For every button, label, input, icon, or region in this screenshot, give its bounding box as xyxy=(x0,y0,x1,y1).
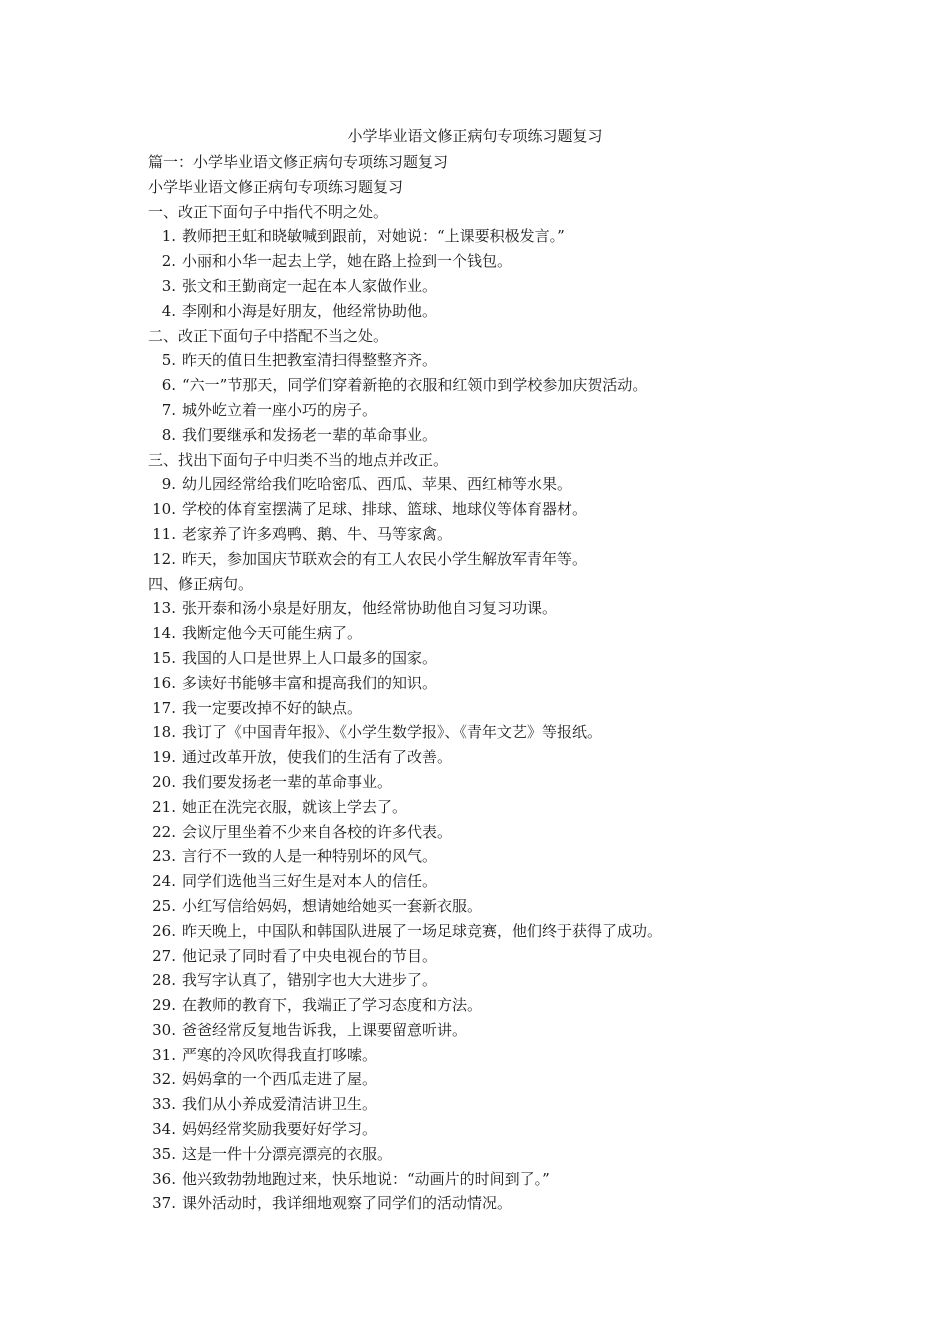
section-heading-2: 二、改正下面句子中搭配不当之处。 xyxy=(148,326,389,345)
item-text: 多读好书能够丰富和提高我们的知识。 xyxy=(182,673,438,692)
item-number: 17. xyxy=(152,698,176,717)
item-text: 爸爸经常反复地告诉我，上课要留意听讲。 xyxy=(182,1020,468,1039)
item-text: 同学们选他当三好生是对本人的信任。 xyxy=(182,872,438,891)
item-text: 昨天，参加国庆节联欢会的有工人农民小学生解放军青年等。 xyxy=(182,549,588,568)
item-number: 32. xyxy=(152,1070,176,1089)
item-text: 教师把王虹和晓敏喊到跟前，对她说：“上课要积极发言。” xyxy=(182,227,565,246)
exercise-item xyxy=(148,224,868,249)
item-text: 张开泰和汤小泉是好朋友，他经常协助他自习复习功课。 xyxy=(182,599,558,618)
item-number: 9. xyxy=(161,475,176,494)
item-text: 我们从小养成爱清洁讲卫生。 xyxy=(182,1095,378,1114)
item-number: 19. xyxy=(152,748,176,767)
exercise-item xyxy=(148,1142,868,1167)
section-heading-4: 四、修正病句。 xyxy=(148,574,254,593)
exercise-item xyxy=(148,720,868,745)
exercise-item xyxy=(148,869,868,894)
exercise-item xyxy=(148,671,868,696)
exercise-item xyxy=(148,646,868,671)
item-number: 21. xyxy=(152,797,176,816)
exercise-item xyxy=(148,993,868,1018)
item-number: 37. xyxy=(152,1194,176,1213)
exercise-item xyxy=(148,1092,868,1117)
item-number: 31. xyxy=(152,1045,176,1064)
item-text: 城外屹立着一座小巧的房子。 xyxy=(182,400,378,419)
item-number: 2. xyxy=(161,252,176,271)
item-number: 26. xyxy=(152,921,176,940)
item-text: 在教师的教育下，我端正了学习态度和方法。 xyxy=(182,996,483,1015)
exercise-item xyxy=(148,968,868,993)
exercise-item xyxy=(148,547,868,572)
header-line-2: 小学毕业语文修正病句专项练习题复习 xyxy=(148,177,404,196)
item-text: 小红写信给妈妈，想请她给她买一套新衣服。 xyxy=(182,896,483,915)
item-number: 11. xyxy=(152,524,176,543)
item-number: 18. xyxy=(152,723,176,742)
item-text: 我们要发扬老一辈的革命事业。 xyxy=(182,772,393,791)
exercise-item xyxy=(148,745,868,770)
exercise-item xyxy=(148,348,868,373)
item-number: 25. xyxy=(152,896,176,915)
exercise-item xyxy=(148,1167,868,1192)
exercise-item xyxy=(148,373,868,398)
item-number: 24. xyxy=(152,872,176,891)
item-text: 李刚和小海是好朋友，他经常协助他。 xyxy=(182,301,438,320)
exercise-item xyxy=(148,299,868,324)
exercise-item xyxy=(148,1043,868,1068)
item-text: 我写字认真了，错别字也大大进步了。 xyxy=(182,971,438,990)
item-number: 4. xyxy=(161,301,176,320)
exercise-item xyxy=(148,497,868,522)
item-number: 14. xyxy=(152,624,176,643)
item-number: 5. xyxy=(161,351,176,370)
item-number: 30. xyxy=(152,1020,176,1039)
exercise-item xyxy=(148,1117,868,1142)
exercise-item xyxy=(148,423,868,448)
item-number: 6. xyxy=(161,376,176,395)
item-number: 29. xyxy=(152,996,176,1015)
item-text: 会议厅里坐着不少来自各校的许多代表。 xyxy=(182,822,453,841)
item-text: 言行不一致的人是一种特别坏的风气。 xyxy=(182,847,438,866)
item-number: 20. xyxy=(152,772,176,791)
exercise-item xyxy=(148,944,868,969)
item-text: 我们要继承和发扬老一辈的革命事业。 xyxy=(182,425,438,444)
section-heading-1: 一、改正下面句子中指代不明之处。 xyxy=(148,202,389,221)
item-number: 28. xyxy=(152,971,176,990)
item-number: 34. xyxy=(152,1120,176,1139)
item-text: 幼儿园经常给我们吃哈密瓜、西瓜、苹果、西红柿等水果。 xyxy=(182,475,573,494)
item-number: 35. xyxy=(152,1144,176,1163)
exercise-item xyxy=(148,621,868,646)
exercise-item xyxy=(148,472,868,497)
exercise-item xyxy=(148,919,868,944)
item-number: 27. xyxy=(152,946,176,965)
item-number: 13. xyxy=(152,599,176,618)
item-text: 老家养了许多鸡鸭、鹅、牛、马等家禽。 xyxy=(182,524,453,543)
document-title: 小学毕业语文修正病句专项练习题复习 xyxy=(347,127,603,145)
item-number: 16. xyxy=(152,673,176,692)
exercise-item xyxy=(148,844,868,869)
item-text: 她正在洗完衣服，就该上学去了。 xyxy=(182,797,408,816)
exercise-item xyxy=(148,398,868,423)
exercise-item xyxy=(148,696,868,721)
item-number: 22. xyxy=(152,822,176,841)
item-text: 昨天晚上，中国队和韩国队进展了一场足球竞赛，他们终于获得了成功。 xyxy=(182,921,663,940)
item-text: 我断定他今天可能生病了。 xyxy=(182,624,363,643)
item-number: 23. xyxy=(152,847,176,866)
item-text: 我订了《中国青年报》、《小学生数学报》、《青年文艺》等报纸。 xyxy=(182,723,603,742)
item-text: 通过改革开放，使我们的生活有了改善。 xyxy=(182,748,453,767)
item-number: 1. xyxy=(161,227,176,246)
exercise-item xyxy=(148,795,868,820)
item-number: 15. xyxy=(152,648,176,667)
item-number: 7. xyxy=(161,400,176,419)
item-text: 我国的人口是世界上人口最多的国家。 xyxy=(182,648,438,667)
item-number: 3. xyxy=(161,276,176,295)
item-text: 学校的体育室摆满了足球、排球、篮球、地球仪等体育器材。 xyxy=(182,500,588,519)
exercise-item xyxy=(148,894,868,919)
header-line-1: 篇一：小学毕业语文修正病句专项练习题复习 xyxy=(148,153,449,171)
item-text: 课外活动时，我详细地观察了同学们的活动情况。 xyxy=(182,1194,513,1213)
exercise-item xyxy=(148,274,868,299)
item-number: 33. xyxy=(152,1095,176,1114)
item-text: 昨天的值日生把教室清扫得整整齐齐。 xyxy=(182,351,438,370)
exercise-item xyxy=(148,522,868,547)
item-text: 他记录了同时看了中央电视台的节目。 xyxy=(182,946,438,965)
exercise-item xyxy=(148,596,868,621)
item-number: 8. xyxy=(161,425,176,444)
item-number: 10. xyxy=(152,500,176,519)
exercise-item xyxy=(148,249,868,274)
item-number: 12. xyxy=(152,549,176,568)
document-body xyxy=(148,150,868,1216)
exercise-item xyxy=(148,1067,868,1092)
item-text: 小丽和小华一起去上学，她在路上捡到一个钱包。 xyxy=(182,252,513,271)
item-text: 这是一件十分漂亮漂亮的衣服。 xyxy=(182,1144,393,1163)
item-text: “六一”节那天，同学们穿着新艳的衣服和红领巾到学校参加庆贺活动。 xyxy=(182,376,648,395)
exercise-item xyxy=(148,820,868,845)
section-heading-3: 三、找出下面句子中归类不当的地点并改正。 xyxy=(148,450,449,469)
item-number: 36. xyxy=(152,1169,176,1188)
exercise-item xyxy=(148,1018,868,1043)
item-text: 严寒的冷风吹得我直打哆嗦。 xyxy=(182,1045,378,1064)
item-text: 妈妈拿的一个西瓜走进了屋。 xyxy=(182,1070,378,1089)
item-text: 妈妈经常奖励我要好好学习。 xyxy=(182,1120,378,1139)
exercise-item xyxy=(148,770,868,795)
item-text: 张文和王勤商定一起在本人家做作业。 xyxy=(182,276,438,295)
item-text: 他兴致勃勃地跑过来，快乐地说：“动画片的时间到了。” xyxy=(182,1169,550,1188)
item-text: 我一定要改掉不好的缺点。 xyxy=(182,698,363,717)
exercise-item xyxy=(148,1191,868,1216)
